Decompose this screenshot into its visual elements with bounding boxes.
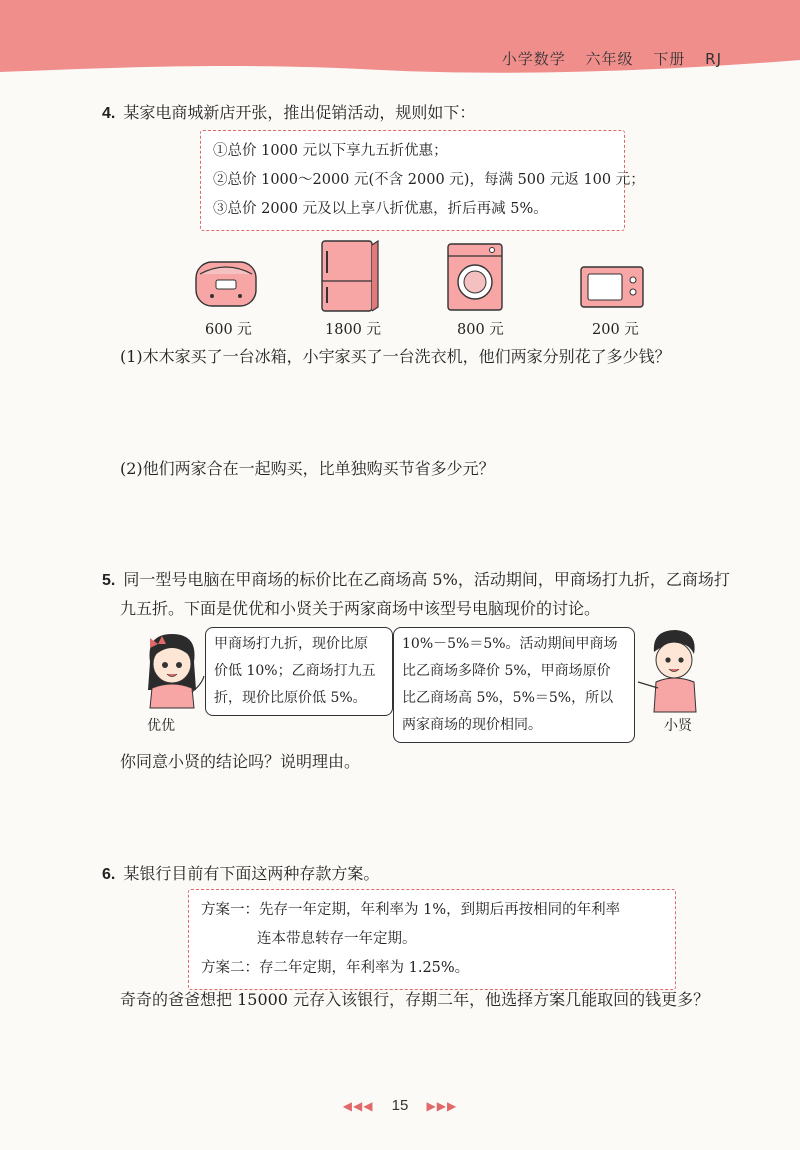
price-washing-machine: 800 元 <box>457 322 504 338</box>
right-bubble-line-4: 两家商场的现价相同。 <box>402 717 542 733</box>
left-speaker-name: 优优 <box>147 718 175 734</box>
microwave-icon <box>578 262 646 310</box>
q6-plan-1-line-1: 方案一：先存一年定期，年利率为 1%，到期后再按相同的年利率 <box>201 902 621 918</box>
boy-avatar <box>632 622 712 714</box>
q6-stem <box>102 861 379 884</box>
refrigerator-icon <box>318 237 380 313</box>
next-arrows-icon: ▶▶▶ <box>426 1099 458 1113</box>
right-speech-bubble <box>393 627 635 743</box>
q4-rules-box <box>200 130 645 231</box>
page-number: 15 <box>391 1097 409 1114</box>
q6-question: 奇奇的爸爸想把 15000 元存入该银行，存期二年，他选择方案几能取回的钱更多？ <box>120 990 710 1009</box>
header-breadcrumb <box>488 48 722 69</box>
right-bubble-line-2: 比乙商场多降价 5%，甲商场原价 <box>402 663 611 679</box>
header-grade: 六年级 <box>585 50 634 68</box>
q4-rule-3: ③总价 2000 元及以上享八折优惠，折后再减 5%。 <box>213 201 548 217</box>
left-bubble-line-2: 价低 10%；乙商场打九五 <box>214 663 376 679</box>
header-edition: RJ <box>705 50 722 68</box>
q4-sub-2: (2)他们两家合在一起购买，比单独购买节省多少元？ <box>120 459 495 478</box>
right-bubble-line-1: 10%－5%＝5%。活动期间甲商场 <box>402 636 618 652</box>
q5-question: 你同意小贤的结论吗？说明理由。 <box>120 752 361 771</box>
q6-plan-1-line-2: 连本带息转存一年定期。 <box>257 931 417 947</box>
q4-rule-1: ①总价 1000 元以下享九五折优惠； <box>213 143 448 159</box>
q5-number: 5. <box>102 572 116 589</box>
q5-stem-line-2: 九五折。下面是优优和小贤关于两家商场中该型号电脑现价的讨论。 <box>120 599 601 618</box>
right-bubble-line-3: 比乙商场高 5%，5%＝5%，所以 <box>402 690 614 706</box>
q4-rule-2: ②总价 1000～2000 元(不含 2000 元)，每满 500 元返 100 元； <box>213 172 645 188</box>
price-refrigerator: 1800 元 <box>325 322 382 338</box>
header-subject: 小学数学 <box>501 50 566 68</box>
q5-text-1: 同一型号电脑在甲商场的标价比在乙商场高 5%，活动期间，甲商场打九折，乙商场打 <box>123 570 730 589</box>
washing-machine-icon <box>444 240 506 312</box>
q4-number: 4. <box>102 105 116 122</box>
q4-text: 某家电商城新店开张，推出促销活动，规则如下： <box>123 103 476 122</box>
q6-plans-box <box>188 889 676 990</box>
q5-stem-line-1 <box>102 567 730 590</box>
left-bubble-line-3: 折，现价比原价低 5%。 <box>214 690 367 706</box>
left-bubble-line-1: 甲商场打九折，现价比原 <box>214 636 368 652</box>
price-microwave: 200 元 <box>592 322 639 338</box>
q6-text: 某银行目前有下面这两种存款方案。 <box>123 864 380 883</box>
q4-stem <box>102 100 475 123</box>
page-footer <box>0 1097 800 1114</box>
header-volume: 下册 <box>653 50 686 68</box>
prev-arrows-icon: ◀◀◀ <box>342 1099 374 1113</box>
girl-avatar <box>136 628 208 710</box>
left-speech-bubble <box>205 627 393 716</box>
rice-cooker-icon <box>192 252 260 310</box>
price-rice-cooker: 600 元 <box>205 322 252 338</box>
q6-plan-2: 方案二：存二年定期，年利率为 1.25%。 <box>201 960 470 976</box>
right-speaker-name: 小贤 <box>664 718 692 734</box>
q4-sub-1: (1)木木家买了一台冰箱，小宇家买了一台洗衣机，他们两家分别花了多少钱？ <box>120 347 671 366</box>
q6-number: 6. <box>102 866 116 883</box>
